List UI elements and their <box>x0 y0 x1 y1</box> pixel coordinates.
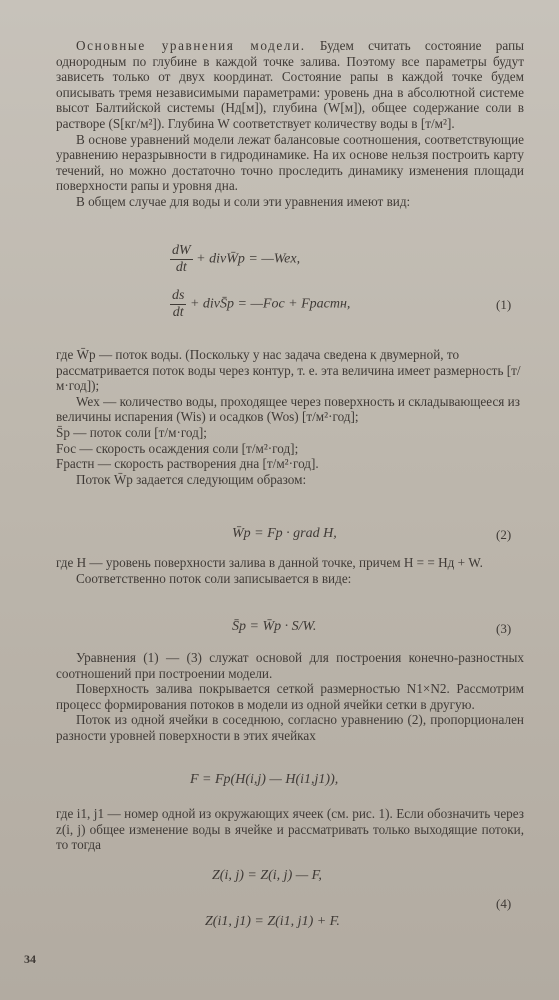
paragraph-level: где H — уровень поверхности залива в данной точке, причем H = = Hд + W. Соответственно поток соли записывается в виде: <box>56 555 524 586</box>
paragraph-grid: Уравнения (1) — (3) служат основой для построения конечно-разностных соотношений при построении модели. Поверхность залива покрывается сеткой размерностью N1×N2. Рассмотрим процесс формирования потоков в модели из одной ячейки сетки в другую. Поток из одной ячейки в соседнюю, согласно уравнению (2), пропорционален разности уровней поверхности в этих ячейках <box>56 650 524 743</box>
equation-flux: F = Fр(H(i,j) — H(i1,j1)), <box>190 772 339 787</box>
paragraph-model-equations <box>56 38 524 210</box>
page-number: 34 <box>24 952 36 966</box>
def-water-exchange: Wex — количество воды, проходящее через поверхность и складывающееся из величины испарения (Wis) и осадков (Wos) [т/м²·год]; <box>56 393 520 425</box>
equation-4b: Z(i1, j1) = Z(i1, j1) + F. <box>205 914 340 929</box>
paragraph-grid-cover: Поверхность залива покрывается сеткой размерностью N1×N2. Рассмотрим процесс формирования потоков в модели из одной ячейки сетки в другую. <box>56 681 524 712</box>
equation-number-2: (2) <box>496 527 512 542</box>
def-dissolution: Fрастн — скорость растворения дна [т/м²·год]. <box>56 456 319 472</box>
equation-number-3: (3) <box>496 621 512 636</box>
def-water-flux: где W̄р — поток воды. (Поскольку у нас задача сведена к двумерной, то рассматривается поток воды через контур, т. е. эта величина имеет размерность [т/м·год]); <box>56 347 521 394</box>
paragraph-cell-flux: Поток из одной ячейки в соседнюю, согласно уравнению (2), пропорционален разности уровней поверхности в этих ячейках <box>56 712 524 743</box>
equation-3: S̄р = W̄р · S/W. <box>232 619 317 634</box>
def-salt-deposition: Fос — скорость осаждения соли [т/м²·год]; <box>56 440 299 456</box>
definitions-block <box>56 347 524 487</box>
paragraph-balance: В основе уравнений модели лежат балансовые соотношения, соответствующие уравнению неразрывности в гидродинамике. На их основе нельзя построить карту течений, но можно достаточно точно проследить динамику изменения площади поверхности рапы и уровня дна. <box>56 131 524 194</box>
def-salt-flux: S̄р — поток соли [т/м·год]; <box>56 424 207 440</box>
equation-1b: $\frac{ds}{dt}$ + divS̄р = —Fос + Fрастн, <box>172 288 351 320</box>
equation-4a: Z(i, j) = Z(i, j) — F, <box>212 868 322 883</box>
equation-number-1: (1) <box>496 297 512 312</box>
paragraph-neighbors: где i1, j1 — номер одной из окружающих ячеек (см. рис. 1). Если обозначить через z(i, j) общее изменение воды в ячейке и рассматривать только выходящие потоки, то тогда <box>56 806 524 853</box>
equation-1a: $\frac{dW}{dt}$ + divW̄р = —Wex, <box>172 243 301 275</box>
paragraph-text: Будем считать состояние рапы однородным по глубине в каждой точке залива. Поэтому все параметры будут зависеть только от двух координат. Состояние рапы в каждой точке будем описывать тремя независимыми параметрами: уровень дна в абсолютной системе высот Балтийской системы (Hд[м]), глубина (W[м]), общее содержание соли в растворе (S[кг/м²]). Глубина W соответствует количеству воды в [т/м²]. <box>56 38 524 131</box>
equation-number-4: (4) <box>496 896 512 911</box>
paragraph-general-case: В общем случае для воды и соли эти уравнения имеют вид: <box>76 193 411 209</box>
section-lead: Основные уравнения модели. <box>76 38 306 53</box>
paragraph-salt-flux: Соответственно поток соли записывается в виде: <box>76 570 352 586</box>
equation-2: W̄р = Fр · grad H, <box>232 526 337 541</box>
def-flux-intro: Поток W̄р задается следующим образом: <box>76 471 307 487</box>
